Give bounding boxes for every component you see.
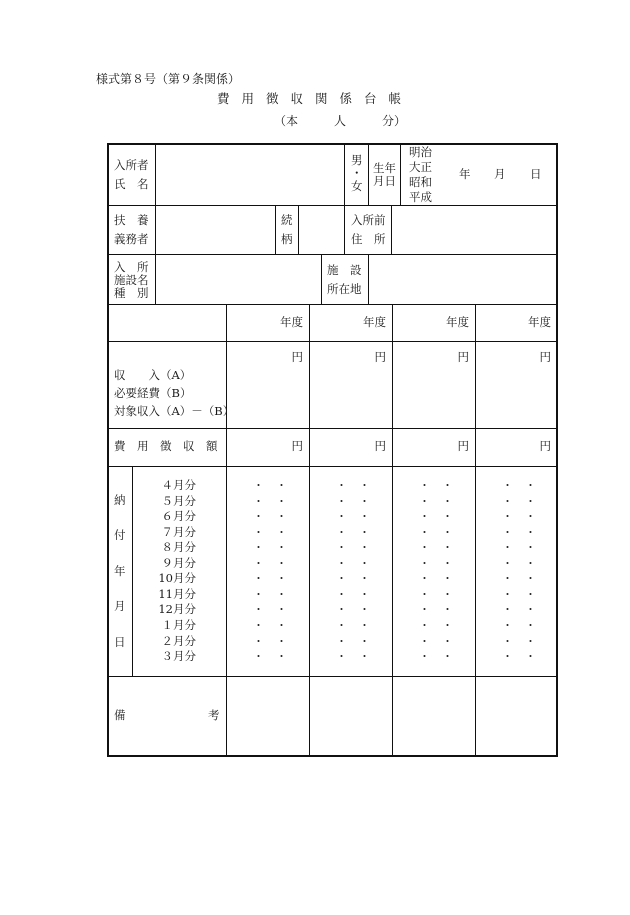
cell-divider — [321, 254, 322, 304]
date-separator-dot: ・ — [276, 619, 287, 632]
date-separator-dot: ・ — [359, 650, 370, 663]
cell-divider — [368, 143, 369, 205]
yen-unit: 円 — [457, 350, 469, 364]
date-separator-dot: ・ — [276, 650, 287, 663]
remarks-label: 備 — [114, 708, 126, 722]
column-divider — [226, 304, 227, 756]
date-separator-dot: ・ — [502, 495, 513, 508]
form-border-left — [107, 143, 109, 757]
date-separator-dot: ・ — [276, 603, 287, 616]
date-separator-dot: ・ — [253, 650, 264, 663]
date-separator-dot: ・ — [442, 603, 453, 616]
date-separator-dot: ・ — [359, 588, 370, 601]
date-separator-dot: ・ — [359, 572, 370, 585]
date-separator-dot: ・ — [525, 495, 536, 508]
date-separator-dot: ・ — [502, 479, 513, 492]
month-unit: 月 — [494, 167, 506, 181]
date-separator-dot: ・ — [253, 541, 264, 554]
supporter-label: 義務者 — [114, 232, 149, 246]
date-separator-dot: ・ — [442, 650, 453, 663]
date-separator-dot: ・ — [276, 588, 287, 601]
date-separator-dot: ・ — [253, 557, 264, 570]
day-unit: 日 — [530, 167, 542, 181]
cell-divider — [298, 205, 299, 254]
form-title: 費用徴収関係台帳 — [216, 91, 413, 106]
row-divider — [107, 428, 558, 429]
column-divider — [132, 466, 133, 676]
payment-date-label: 付 — [114, 528, 126, 542]
yen-unit: 円 — [291, 350, 303, 364]
form-border-top — [107, 143, 558, 145]
date-separator-dot: ・ — [525, 619, 536, 632]
cell-divider — [155, 205, 156, 254]
era-option: 平成 — [409, 190, 432, 204]
date-separator-dot: ・ — [336, 572, 347, 585]
date-separator-dot: ・ — [502, 557, 513, 570]
date-separator-dot: ・ — [442, 526, 453, 539]
month-label: 12月分 — [158, 602, 196, 616]
resident-name-label: 入所者 — [114, 158, 149, 172]
date-separator-dot: ・ — [336, 510, 347, 523]
column-divider — [309, 304, 310, 756]
date-separator-dot: ・ — [442, 619, 453, 632]
date-separator-dot: ・ — [419, 526, 430, 539]
date-separator-dot: ・ — [253, 603, 264, 616]
date-separator-dot: ・ — [419, 650, 430, 663]
month-label: ２月分 — [161, 634, 196, 648]
date-separator-dot: ・ — [419, 510, 430, 523]
payment-date-label: 日 — [114, 635, 126, 649]
date-separator-dot: ・ — [419, 479, 430, 492]
month-label: ６月分 — [161, 509, 196, 523]
facility-location-label: 所在地 — [327, 282, 362, 296]
date-separator-dot: ・ — [502, 541, 513, 554]
month-label: １月分 — [161, 618, 196, 632]
previous-address-label: 入所前 — [351, 213, 386, 227]
cell-divider — [155, 143, 156, 205]
facility-type-label: 種 別 — [114, 286, 149, 300]
date-separator-dot: ・ — [525, 635, 536, 648]
cell-divider — [344, 143, 345, 205]
remarks-label: 考 — [208, 708, 220, 722]
sex-label: 女 — [351, 179, 363, 193]
date-separator-dot: ・ — [419, 603, 430, 616]
date-separator-dot: ・ — [336, 526, 347, 539]
cell-divider — [368, 254, 369, 304]
birthdate-label: 月日 — [373, 174, 396, 188]
yen-unit: 円 — [457, 439, 469, 453]
relation-label: 柄 — [281, 232, 293, 246]
row-divider — [107, 676, 558, 677]
date-separator-dot: ・ — [359, 557, 370, 570]
date-separator-dot: ・ — [359, 510, 370, 523]
date-separator-dot: ・ — [359, 635, 370, 648]
date-separator-dot: ・ — [253, 588, 264, 601]
date-separator-dot: ・ — [359, 603, 370, 616]
date-separator-dot: ・ — [502, 650, 513, 663]
facility-location-label: 施 設 — [327, 263, 362, 277]
date-separator-dot: ・ — [419, 635, 430, 648]
cell-divider — [400, 143, 401, 205]
month-label: 11月分 — [158, 587, 196, 601]
cell-divider — [391, 205, 392, 254]
income-label: 収 入（A） — [114, 368, 192, 382]
payment-date-label: 月 — [114, 599, 126, 613]
date-separator-dot: ・ — [442, 635, 453, 648]
date-separator-dot: ・ — [442, 495, 453, 508]
date-separator-dot: ・ — [525, 557, 536, 570]
date-separator-dot: ・ — [419, 541, 430, 554]
date-separator-dot: ・ — [525, 526, 536, 539]
relation-label: 続 — [281, 213, 293, 227]
date-separator-dot: ・ — [253, 479, 264, 492]
date-separator-dot: ・ — [525, 572, 536, 585]
era-option: 昭和 — [409, 175, 432, 189]
date-separator-dot: ・ — [276, 572, 287, 585]
fiscal-year-label: 年度 — [363, 315, 386, 329]
date-separator-dot: ・ — [502, 572, 513, 585]
date-separator-dot: ・ — [502, 526, 513, 539]
date-separator-dot: ・ — [442, 588, 453, 601]
facility-type-label: 施設名 — [114, 273, 149, 287]
month-label: ４月分 — [161, 478, 196, 492]
month-label: ８月分 — [161, 540, 196, 554]
date-separator-dot: ・ — [359, 619, 370, 632]
yen-unit: 円 — [291, 439, 303, 453]
date-separator-dot: ・ — [525, 510, 536, 523]
date-separator-dot: ・ — [525, 650, 536, 663]
date-separator-dot: ・ — [253, 510, 264, 523]
cell-divider — [344, 205, 345, 254]
date-separator-dot: ・ — [359, 495, 370, 508]
date-separator-dot: ・ — [419, 619, 430, 632]
date-separator-dot: ・ — [502, 619, 513, 632]
date-separator-dot: ・ — [359, 526, 370, 539]
fiscal-year-label: 年度 — [280, 315, 303, 329]
date-separator-dot: ・ — [419, 572, 430, 585]
date-separator-dot: ・ — [336, 635, 347, 648]
month-label: ３月分 — [161, 649, 196, 663]
column-divider — [475, 304, 476, 756]
date-separator-dot: ・ — [359, 541, 370, 554]
date-separator-dot: ・ — [419, 557, 430, 570]
column-divider — [392, 304, 393, 756]
date-separator-dot: ・ — [253, 572, 264, 585]
month-label: ７月分 — [161, 525, 196, 539]
date-separator-dot: ・ — [502, 588, 513, 601]
date-separator-dot: ・ — [253, 495, 264, 508]
date-separator-dot: ・ — [336, 557, 347, 570]
date-separator-dot: ・ — [442, 572, 453, 585]
month-label: ９月分 — [161, 556, 196, 570]
form-border-bottom — [107, 755, 558, 757]
date-separator-dot: ・ — [276, 510, 287, 523]
date-separator-dot: ・ — [336, 588, 347, 601]
fiscal-year-label: 年度 — [446, 315, 469, 329]
month-label: ５月分 — [161, 494, 196, 508]
target-income-label: 対象収入（A）－（B） — [114, 404, 235, 418]
cell-divider — [275, 205, 276, 254]
date-separator-dot: ・ — [276, 635, 287, 648]
date-separator-dot: ・ — [253, 526, 264, 539]
date-separator-dot: ・ — [502, 635, 513, 648]
date-separator-dot: ・ — [336, 650, 347, 663]
date-separator-dot: ・ — [276, 557, 287, 570]
birthdate-label: 生年 — [373, 161, 396, 175]
supporter-label: 扶 養 — [114, 213, 149, 227]
date-separator-dot: ・ — [502, 603, 513, 616]
date-separator-dot: ・ — [525, 588, 536, 601]
sex-label: 男 — [351, 153, 363, 167]
yen-unit: 円 — [539, 439, 551, 453]
payment-date-label: 納 — [114, 493, 126, 507]
form-number: 様式第８号（第９条関係） — [96, 72, 241, 86]
facility-type-label: 入 所 — [114, 260, 149, 274]
date-separator-dot: ・ — [276, 526, 287, 539]
year-unit: 年 — [459, 167, 471, 181]
date-separator-dot: ・ — [359, 479, 370, 492]
date-separator-dot: ・ — [525, 541, 536, 554]
row-divider — [107, 205, 558, 206]
fee-amount-label: 費 用 徴 収 額 — [114, 439, 218, 453]
date-separator-dot: ・ — [525, 479, 536, 492]
expense-label: 必要経費（B） — [114, 386, 192, 400]
row-divider — [107, 466, 558, 467]
date-separator-dot: ・ — [419, 495, 430, 508]
date-separator-dot: ・ — [442, 557, 453, 570]
form-subtitle: （本 人 分） — [274, 114, 407, 128]
resident-name-label: 氏 名 — [114, 177, 149, 191]
date-separator-dot: ・ — [419, 588, 430, 601]
date-separator-dot: ・ — [276, 541, 287, 554]
yen-unit: 円 — [374, 350, 386, 364]
sex-label: ・ — [351, 166, 363, 180]
row-divider — [107, 341, 558, 342]
month-label: 10月分 — [158, 571, 196, 585]
date-separator-dot: ・ — [442, 541, 453, 554]
fiscal-year-label: 年度 — [528, 315, 551, 329]
row-divider — [107, 254, 558, 255]
previous-address-label: 住 所 — [351, 232, 386, 246]
date-separator-dot: ・ — [336, 603, 347, 616]
yen-unit: 円 — [374, 439, 386, 453]
date-separator-dot: ・ — [502, 510, 513, 523]
era-option: 大正 — [409, 160, 432, 174]
cell-divider — [155, 254, 156, 304]
date-separator-dot: ・ — [253, 635, 264, 648]
date-separator-dot: ・ — [525, 603, 536, 616]
date-separator-dot: ・ — [336, 619, 347, 632]
era-option: 明治 — [409, 145, 432, 159]
date-separator-dot: ・ — [276, 495, 287, 508]
date-separator-dot: ・ — [442, 510, 453, 523]
date-separator-dot: ・ — [336, 495, 347, 508]
date-separator-dot: ・ — [442, 479, 453, 492]
row-divider — [107, 304, 558, 305]
date-separator-dot: ・ — [336, 541, 347, 554]
date-separator-dot: ・ — [253, 619, 264, 632]
yen-unit: 円 — [539, 350, 551, 364]
form-border-right — [556, 143, 558, 757]
payment-date-label: 年 — [114, 564, 126, 578]
date-separator-dot: ・ — [276, 479, 287, 492]
date-separator-dot: ・ — [336, 479, 347, 492]
